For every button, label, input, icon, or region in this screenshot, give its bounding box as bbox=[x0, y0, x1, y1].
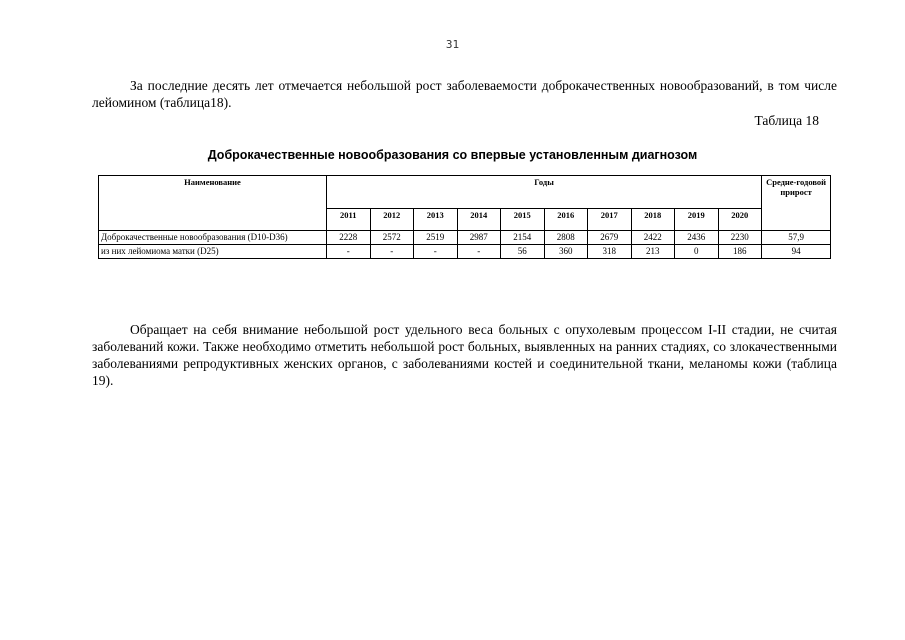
paragraph-intro bbox=[92, 77, 837, 111]
column-header-growth: Средне-годовой прирост bbox=[762, 176, 831, 231]
table-cell: 2230 bbox=[718, 231, 762, 245]
page-number: 31 bbox=[445, 38, 460, 51]
paragraph-intro-text: За последние десять лет отмечается небольшой рост заболеваемости доброкачественных новообразований, в том числе лейомином (таблица18). bbox=[92, 78, 837, 110]
paragraph-stages bbox=[92, 321, 837, 389]
year-header: 2016 bbox=[544, 209, 588, 231]
table-cell: 2987 bbox=[457, 231, 501, 245]
table-cell: 56 bbox=[501, 245, 545, 259]
table-cell: 2808 bbox=[544, 231, 588, 245]
year-header: 2017 bbox=[588, 209, 632, 231]
table-cell: - bbox=[414, 245, 458, 259]
table-cell: 360 bbox=[544, 245, 588, 259]
year-header: 2019 bbox=[675, 209, 719, 231]
table-cell: 2154 bbox=[501, 231, 545, 245]
column-header-name: Наименование bbox=[99, 176, 327, 231]
table-cell: 318 bbox=[588, 245, 632, 259]
table-cell: 213 bbox=[631, 245, 675, 259]
table-cell: 2572 bbox=[370, 231, 414, 245]
year-header: 2018 bbox=[631, 209, 675, 231]
table-cell: - bbox=[327, 245, 371, 259]
table-cell: 2228 bbox=[327, 231, 371, 245]
table-cell: 2519 bbox=[414, 231, 458, 245]
table-cell: 2679 bbox=[588, 231, 632, 245]
column-header-years: Годы bbox=[327, 176, 762, 209]
year-header: 2020 bbox=[718, 209, 762, 231]
row-label: Доброкачественные новообразования (D10-D36) bbox=[99, 231, 327, 245]
benign-neoplasms-table bbox=[98, 175, 831, 259]
growth-cell: 57,9 bbox=[762, 231, 831, 245]
table-cell: - bbox=[457, 245, 501, 259]
year-header: 2015 bbox=[501, 209, 545, 231]
row-label: из них лейомиома матки (D25) bbox=[99, 245, 327, 259]
year-header: 2014 bbox=[457, 209, 501, 231]
table-cell: 0 bbox=[675, 245, 719, 259]
table-cell: 2422 bbox=[631, 231, 675, 245]
table-cell: 2436 bbox=[675, 231, 719, 245]
paragraph-stages-text: Обращает на себя внимание небольшой рост удельного веса больных с опухолевым процессом I-II стадии, не считая заболеваний кожи. Также необходимо отметить небольшой рост больных, выявленных на ранних стадиях, со злокачественными заболеваниями репродуктивных женских органов, с заболеваниями костей и соединительной ткани, меланомы кожи (таблица 19). bbox=[92, 322, 837, 388]
table-row bbox=[99, 245, 831, 259]
year-header: 2012 bbox=[370, 209, 414, 231]
table-cell: 186 bbox=[718, 245, 762, 259]
year-header: 2011 bbox=[327, 209, 371, 231]
table-title: Доброкачественные новообразования со впервые установленным диагнозом bbox=[207, 148, 698, 162]
growth-cell: 94 bbox=[762, 245, 831, 259]
year-header: 2013 bbox=[414, 209, 458, 231]
table-caption: Таблица 18 bbox=[754, 113, 819, 128]
table-cell: - bbox=[370, 245, 414, 259]
table-row bbox=[99, 231, 831, 245]
